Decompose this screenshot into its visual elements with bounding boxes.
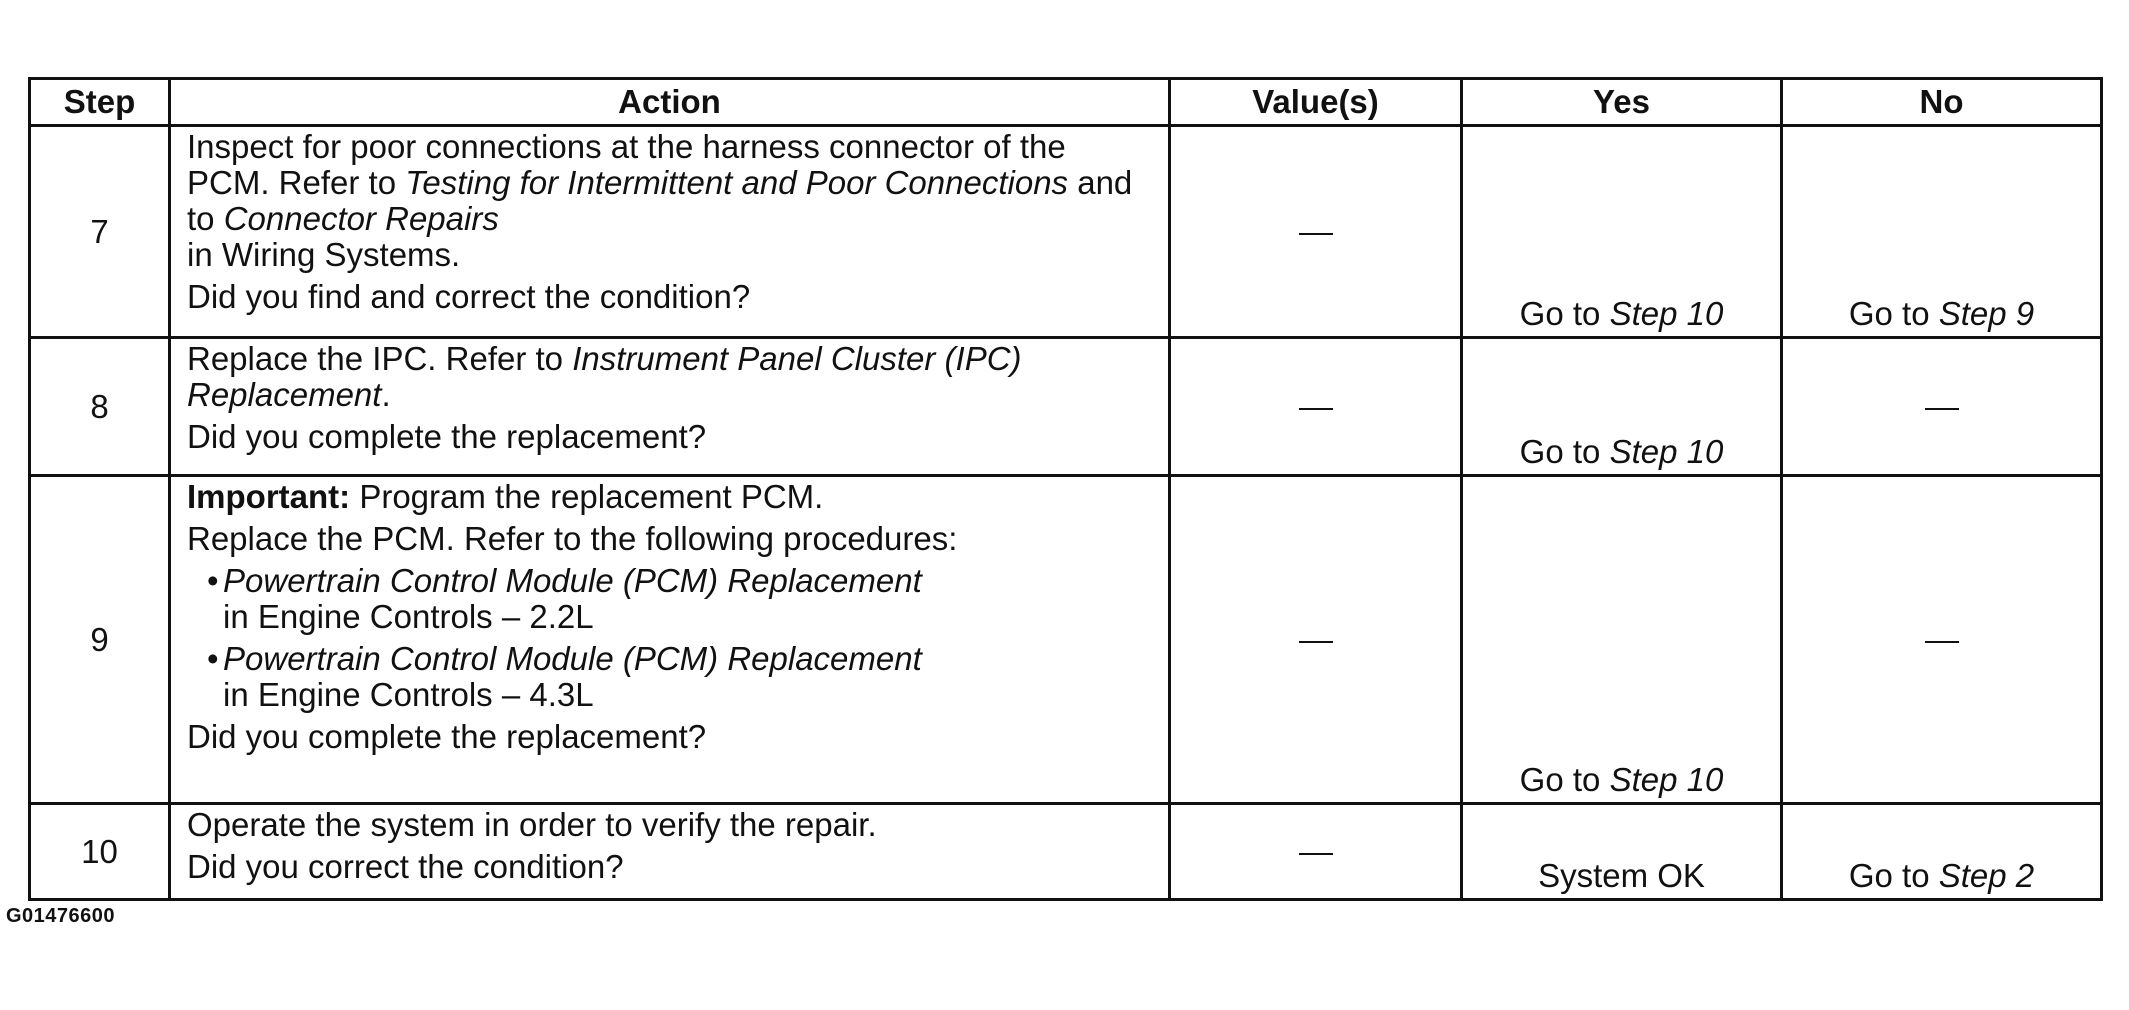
step-reference: Step 10 <box>1609 295 1724 332</box>
em-dash <box>1299 641 1333 643</box>
action-question: Did you complete the replacement? <box>187 718 707 755</box>
action-question: Did you complete the replacement? <box>187 418 707 455</box>
goto-text: Go to <box>1519 295 1610 332</box>
action-question: Did you correct the condition? <box>187 848 624 885</box>
goto-text: Go to <box>1519 433 1610 470</box>
action-text: in Wiring Systems. <box>187 236 461 273</box>
no-cell <box>1782 476 2102 804</box>
diagnostic-table <box>28 77 2103 901</box>
table-row <box>30 126 2102 338</box>
value-cell <box>1170 338 1462 476</box>
action-instruction <box>187 129 1152 273</box>
action-cell <box>170 338 1170 476</box>
bullet-text: in Engine Controls – 4.3L <box>223 676 594 713</box>
value-cell <box>1170 804 1462 900</box>
figure-id: G01476600 <box>6 905 116 927</box>
em-dash <box>1925 641 1959 643</box>
bullet-icon: • <box>207 640 219 677</box>
goto-text: Go to <box>1519 761 1610 798</box>
action-cell <box>170 804 1170 900</box>
bullet-item <box>187 641 1152 713</box>
step-number: 10 <box>30 804 170 900</box>
reference-link: Testing for Intermittent and Poor Connections <box>405 164 1069 201</box>
step-reference: Step 2 <box>1938 857 2035 894</box>
step-reference: Step 10 <box>1609 433 1724 470</box>
important-note <box>187 479 1152 515</box>
yes-cell <box>1462 126 1782 338</box>
step-reference: Step 9 <box>1938 295 2035 332</box>
goto-text: Go to <box>1848 857 1939 894</box>
important-label: Important: <box>187 478 351 515</box>
em-dash <box>1299 233 1333 235</box>
action-text: and to <box>187 164 1133 237</box>
bullet-item <box>187 563 1152 635</box>
action-instruction: Operate the system in order to verify the repair. <box>187 806 877 843</box>
header-step: Step <box>30 79 170 126</box>
header-values: Value(s) <box>1170 79 1462 126</box>
step-reference: Step 10 <box>1609 761 1724 798</box>
action-instruction: Replace the PCM. Refer to the following procedures: <box>187 520 958 557</box>
reference-link: Powertrain Control Module (PCM) Replacement <box>223 640 922 677</box>
reference-link: Powertrain Control Module (PCM) Replacement <box>223 562 922 599</box>
yes-cell <box>1462 476 1782 804</box>
yes-cell: System OK <box>1462 804 1782 900</box>
step-number: 7 <box>30 126 170 338</box>
table-header-row <box>30 79 2102 126</box>
no-cell <box>1782 126 2102 338</box>
action-text: . <box>381 376 391 413</box>
action-instruction <box>187 341 1152 413</box>
header-action: Action <box>170 79 1170 126</box>
em-dash <box>1299 853 1333 855</box>
no-cell <box>1782 804 2102 900</box>
table-row <box>30 338 2102 476</box>
reference-link: Instrument Panel Cluster (IPC) Replacement <box>187 340 1022 413</box>
reference-link: Connector Repairs <box>223 200 499 237</box>
step-number: 9 <box>30 476 170 804</box>
header-no: No <box>1782 79 2102 126</box>
bullet-text: in Engine Controls – 2.2L <box>223 598 594 635</box>
action-cell <box>170 126 1170 338</box>
step-number: 8 <box>30 338 170 476</box>
no-cell <box>1782 338 2102 476</box>
table-row <box>30 476 2102 804</box>
goto-text: Go to <box>1848 295 1939 332</box>
action-text: Inspect for poor connections at the harness connector of the PCM. Refer to <box>187 128 1066 201</box>
important-text: Program the replacement PCM. <box>350 478 824 515</box>
em-dash <box>1925 408 1959 410</box>
action-cell <box>170 476 1170 804</box>
bullet-icon: • <box>207 562 219 599</box>
value-cell <box>1170 476 1462 804</box>
value-cell <box>1170 126 1462 338</box>
yes-cell <box>1462 338 1782 476</box>
em-dash <box>1299 408 1333 410</box>
action-text: Replace the IPC. Refer to <box>187 340 573 377</box>
table-row <box>30 804 2102 900</box>
header-yes: Yes <box>1462 79 1782 126</box>
action-question: Did you find and correct the condition? <box>187 278 751 315</box>
